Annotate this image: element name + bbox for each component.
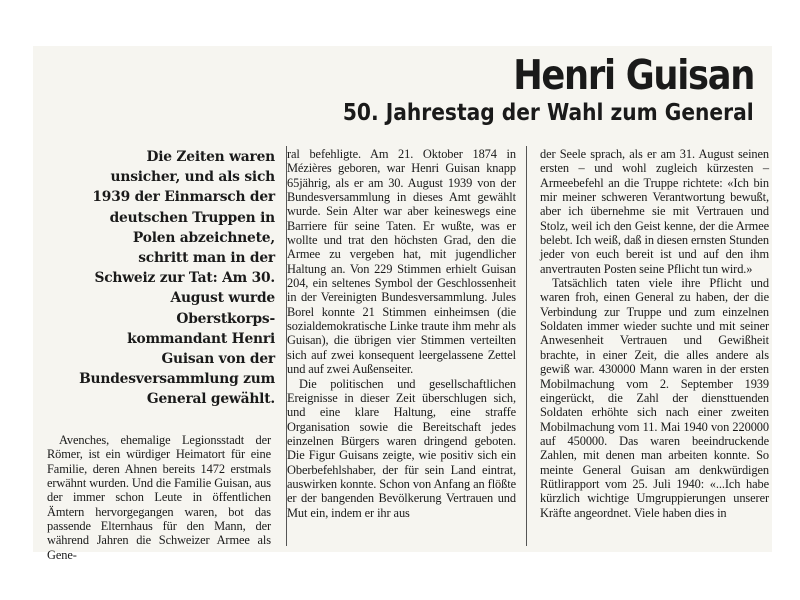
column-divider-2 [526,146,527,546]
column-2-paragraph-2: Die politischen und gesellschaftlichen Ereignisse in dieser Zeit überschlugen sich, und eine klare Haltung, eine straffe Organisation sowie die Bereitschaft jedes einzelnen Bürgers waren dringend geboten. Die Figur Guisans zeigte, wie positiv sich ein Oberbefehlshaber, der für sein Land eintrat, auswirken konnte. Schon von Anfang an flößte er der bangenden Bevölkerung Vertrauen und Mut ein, indem er ihr aus [287,376,516,520]
text-column-2 [287,147,516,520]
column-3-paragraph-1: der Seele sprach, als er am 31. August seinen ersten – und wohl zugleich kürzesten – Armeebefehl an die Truppe richtete: «Ich bin mir meiner schweren Verantwortung bewußt, aber ich übernehme sie mit Vertrauen und Stolz, weil ich den Geist kenne, der die Armee belebt. Ich weiß, daß in diesen ernsten Stunden jeder von euch bereit ist und auf den ihm anvertrauten Posten seine Pflicht tun wird.» [540,147,769,276]
article-title: Henri Guisan [513,51,754,99]
column-2-paragraph-1: ral befehligte. Am 21. Oktober 1874 in Mézières geboren, war Henri Guisan knapp 65jährig, als er am 30. August 1939 von der Bundesversammlung in dieses Amt gewählt wurde. Sein Alter war aber keineswegs eine Barriere für seine Taten. Er wußte, was er wollte und trat den höchsten Grad, den die Armee zu vergeben hat, mit jugendlicher Haltung an. Von 229 Stimmen erhielt Guisan 204, ein seltenes Symbol der Geschlossenheit in der Vereinigten Bundesversammlung. Jules Borel konnte 21 Stimmen einheimsen (die sozialdemokratische Linke traute ihm mehr als Guisan), die übrigen vier Stimmen verteilten sich auf zwei konsequent leergelassene Zettel und auf zwei Außenseiter. [287,147,516,377]
newspaper-page [33,46,772,562]
column-3-paragraph-2: Tatsächlich taten viele ihre Pflicht und waren froh, einen General zu haben, der die Verbindung zur Truppe und zum einzelnen Soldaten immer wieder suchte und mit seiner Anwesenheit Vertrauen und Gewißheit brachte, in einer Zeit, die alles andere als gewiß war. 430000 Mann waren in der ersten Mobilmachung vom 2. September 1939 eingerückt, die Zahl der diensttuenden Soldaten erhöhte sich nach einer zweiten Mobilmachung vom 11. Mai 1940 von 220000 auf 450000. Das waren beeindruckende Zahlen, mit denen man arbeiten konnte. So meinte General Guisan am denkwürdigen Rütlirapport vom 25. Juli 1940: «...Ich habe kürzlich wichtige Umgruppierungen unserer Kräfte angeordnet. Viele haben dies in [540,276,769,520]
text-column-1 [47,433,271,562]
article-subtitle: 50. Jahrestag der Wahl zum General [343,98,754,126]
lead-paragraph: Die Zeiten waren unsicher, und als sich 1939 der Einmarsch der deutschen Truppen in Polen abzeichnete, schritt man in der Schweiz zur Tat: Am 30. August wurde Oberstkorps-kommandant Henri Guisan von der Bundesversammlung zum General gewählt. [79,149,275,408]
text-column-3 [540,147,769,520]
column-1-paragraph-1: Avenches, ehemalige Legionsstadt der Römer, ist ein würdiger Heimatort für eine Familie, deren Ahnen bereits 1472 erstmals erwähnt wurden. Und die Familie Guisan, aus der immer schon Leute in öffentlichen Ämtern hervorgegangen waren, bot das passende Elternhaus für den Mann, der während Jahren die Schweizer Armee als Gene- [47,433,271,562]
